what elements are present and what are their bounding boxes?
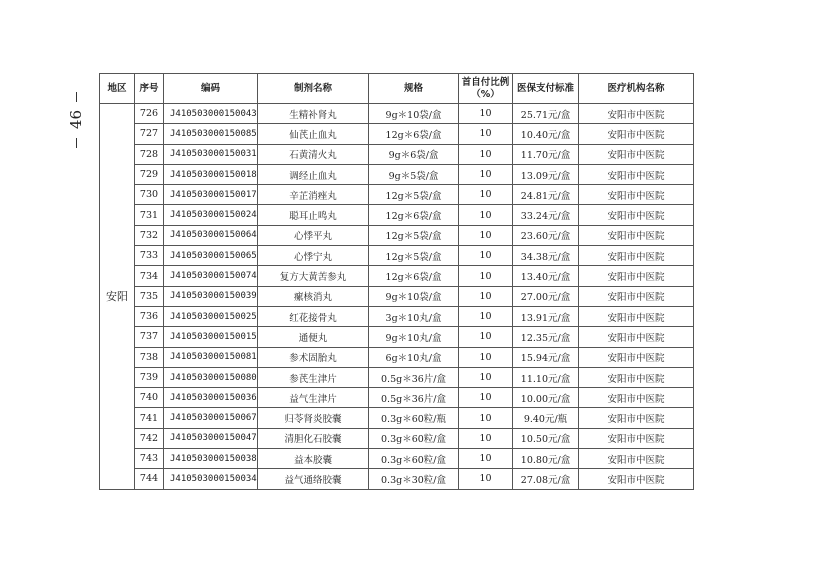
table-row bbox=[100, 408, 694, 428]
cell-serial: 740 bbox=[135, 388, 164, 408]
cell-institution: 安阳市中医院 bbox=[579, 286, 694, 306]
cell-code: J410503000150034 bbox=[164, 469, 258, 489]
cell-drug-name: 参芪生津片 bbox=[258, 367, 369, 387]
cell-institution: 安阳市中医院 bbox=[579, 408, 694, 428]
cell-spec: 0.5g＊36片/盒 bbox=[369, 367, 459, 387]
cell-serial: 743 bbox=[135, 449, 164, 469]
cell-code: J410503000150031 bbox=[164, 144, 258, 164]
table-row bbox=[100, 347, 694, 367]
cell-drug-name: 归苓肾炎胶囊 bbox=[258, 408, 369, 428]
cell-drug-name: 心悸宁丸 bbox=[258, 246, 369, 266]
cell-code: J410503000150064 bbox=[164, 225, 258, 245]
cell-payment-standard: 10.50元/盒 bbox=[513, 428, 579, 448]
cell-serial: 736 bbox=[135, 306, 164, 326]
cell-spec: 12g＊5袋/盒 bbox=[369, 225, 459, 245]
cell-institution: 安阳市中医院 bbox=[579, 164, 694, 184]
cell-institution: 安阳市中医院 bbox=[579, 306, 694, 326]
cell-spec: 9g＊10丸/盒 bbox=[369, 327, 459, 347]
cell-payment-standard: 10.80元/盒 bbox=[513, 449, 579, 469]
cell-payment-standard: 9.40元/瓶 bbox=[513, 408, 579, 428]
formulary-table bbox=[99, 73, 694, 490]
cell-institution: 安阳市中医院 bbox=[579, 246, 694, 266]
cell-self-pay-ratio: 10 bbox=[459, 408, 513, 428]
cell-payment-standard: 27.08元/盒 bbox=[513, 469, 579, 489]
cell-spec: 12g＊5袋/盒 bbox=[369, 185, 459, 205]
cell-institution: 安阳市中医院 bbox=[579, 225, 694, 245]
table-row bbox=[100, 306, 694, 326]
header-self-pay-ratio bbox=[459, 74, 513, 104]
cell-serial: 729 bbox=[135, 164, 164, 184]
cell-code: J410503000150024 bbox=[164, 205, 258, 225]
cell-payment-standard: 34.38元/盒 bbox=[513, 246, 579, 266]
cell-drug-name: 益气通络胶囊 bbox=[258, 469, 369, 489]
cell-serial: 728 bbox=[135, 144, 164, 164]
cell-serial: 726 bbox=[135, 104, 164, 124]
cell-institution: 安阳市中医院 bbox=[579, 388, 694, 408]
table-row bbox=[100, 164, 694, 184]
cell-payment-standard: 27.00元/盒 bbox=[513, 286, 579, 306]
cell-institution: 安阳市中医院 bbox=[579, 124, 694, 144]
cell-institution: 安阳市中医院 bbox=[579, 449, 694, 469]
cell-spec: 6g＊10丸/盒 bbox=[369, 347, 459, 367]
header-code: 编码 bbox=[164, 74, 258, 104]
cell-payment-standard: 10.40元/盒 bbox=[513, 124, 579, 144]
cell-payment-standard: 24.81元/盒 bbox=[513, 185, 579, 205]
cell-code: J410503000150039 bbox=[164, 286, 258, 306]
cell-drug-name: 红花接骨丸 bbox=[258, 306, 369, 326]
cell-institution: 安阳市中医院 bbox=[579, 347, 694, 367]
cell-payment-standard: 25.71元/盒 bbox=[513, 104, 579, 124]
table-row bbox=[100, 124, 694, 144]
cell-self-pay-ratio: 10 bbox=[459, 205, 513, 225]
header-self-pay-ratio-text: 首自付比例（%） bbox=[461, 76, 510, 100]
cell-code: J410503000150015 bbox=[164, 327, 258, 347]
cell-spec: 12g＊5袋/盒 bbox=[369, 246, 459, 266]
table-row bbox=[100, 144, 694, 164]
cell-self-pay-ratio: 10 bbox=[459, 124, 513, 144]
cell-drug-name: 瘰核消丸 bbox=[258, 286, 369, 306]
cell-drug-name: 清胆化石胶囊 bbox=[258, 428, 369, 448]
table-row bbox=[100, 428, 694, 448]
cell-drug-name: 辛芷消痤丸 bbox=[258, 185, 369, 205]
cell-self-pay-ratio: 10 bbox=[459, 449, 513, 469]
table-row bbox=[100, 205, 694, 225]
cell-serial: 744 bbox=[135, 469, 164, 489]
cell-payment-standard: 23.60元/盒 bbox=[513, 225, 579, 245]
header-payment-standard: 医保支付标准 bbox=[513, 74, 579, 104]
cell-code: J410503000150080 bbox=[164, 367, 258, 387]
cell-payment-standard: 13.91元/盒 bbox=[513, 306, 579, 326]
cell-institution: 安阳市中医院 bbox=[579, 367, 694, 387]
cell-institution: 安阳市中医院 bbox=[579, 266, 694, 286]
cell-serial: 738 bbox=[135, 347, 164, 367]
cell-spec: 0.3g＊60粒/瓶 bbox=[369, 408, 459, 428]
header-spec: 规格 bbox=[369, 74, 459, 104]
header-drug-name: 制剂名称 bbox=[258, 74, 369, 104]
cell-drug-name: 生精补肾丸 bbox=[258, 104, 369, 124]
cell-self-pay-ratio: 10 bbox=[459, 144, 513, 164]
cell-institution: 安阳市中医院 bbox=[579, 469, 694, 489]
page-number-text: 46 bbox=[66, 110, 85, 130]
cell-payment-standard: 33.24元/盒 bbox=[513, 205, 579, 225]
cell-drug-name: 益本胶囊 bbox=[258, 449, 369, 469]
cell-drug-name: 益气生津片 bbox=[258, 388, 369, 408]
cell-code: J410503000150025 bbox=[164, 306, 258, 326]
cell-self-pay-ratio: 10 bbox=[459, 266, 513, 286]
cell-self-pay-ratio: 10 bbox=[459, 367, 513, 387]
cell-spec: 9g＊5袋/盒 bbox=[369, 164, 459, 184]
cell-institution: 安阳市中医院 bbox=[579, 428, 694, 448]
cell-serial: 739 bbox=[135, 367, 164, 387]
cell-serial: 735 bbox=[135, 286, 164, 306]
cell-payment-standard: 12.35元/盒 bbox=[513, 327, 579, 347]
cell-self-pay-ratio: 10 bbox=[459, 428, 513, 448]
cell-institution: 安阳市中医院 bbox=[579, 144, 694, 164]
cell-region: 安阳 bbox=[100, 104, 135, 490]
table-row bbox=[100, 286, 694, 306]
header-institution: 医疗机构名称 bbox=[579, 74, 694, 104]
table-body bbox=[100, 104, 694, 490]
cell-self-pay-ratio: 10 bbox=[459, 327, 513, 347]
cell-self-pay-ratio: 10 bbox=[459, 388, 513, 408]
cell-payment-standard: 11.10元/盒 bbox=[513, 367, 579, 387]
cell-spec: 3g＊10丸/盒 bbox=[369, 306, 459, 326]
page-number-dash-bottom bbox=[76, 138, 77, 148]
cell-spec: 12g＊6袋/盒 bbox=[369, 205, 459, 225]
cell-serial: 732 bbox=[135, 225, 164, 245]
cell-institution: 安阳市中医院 bbox=[579, 185, 694, 205]
cell-institution: 安阳市中医院 bbox=[579, 205, 694, 225]
cell-serial: 737 bbox=[135, 327, 164, 347]
page-number bbox=[64, 92, 88, 148]
header-serial: 序号 bbox=[135, 74, 164, 104]
cell-drug-name: 心悸平丸 bbox=[258, 225, 369, 245]
cell-drug-name: 调经止血丸 bbox=[258, 164, 369, 184]
cell-serial: 733 bbox=[135, 246, 164, 266]
table-row bbox=[100, 327, 694, 347]
cell-spec: 12g＊6袋/盒 bbox=[369, 266, 459, 286]
cell-code: J410503000150038 bbox=[164, 449, 258, 469]
cell-payment-standard: 10.00元/盒 bbox=[513, 388, 579, 408]
cell-self-pay-ratio: 10 bbox=[459, 246, 513, 266]
table-header-row bbox=[100, 74, 694, 104]
cell-spec: 0.3g＊60粒/盒 bbox=[369, 428, 459, 448]
cell-payment-standard: 15.94元/盒 bbox=[513, 347, 579, 367]
table-row bbox=[100, 449, 694, 469]
page-number-dash-top bbox=[76, 92, 77, 102]
cell-code: J410503000150018 bbox=[164, 164, 258, 184]
cell-self-pay-ratio: 10 bbox=[459, 306, 513, 326]
cell-code: J410503000150047 bbox=[164, 428, 258, 448]
cell-code: J410503000150081 bbox=[164, 347, 258, 367]
cell-code: J410503000150065 bbox=[164, 246, 258, 266]
cell-serial: 742 bbox=[135, 428, 164, 448]
cell-serial: 727 bbox=[135, 124, 164, 144]
table-row bbox=[100, 185, 694, 205]
table-row bbox=[100, 225, 694, 245]
table-row bbox=[100, 388, 694, 408]
cell-serial: 741 bbox=[135, 408, 164, 428]
cell-spec: 12g＊6袋/盒 bbox=[369, 124, 459, 144]
cell-drug-name: 聪耳止鸣丸 bbox=[258, 205, 369, 225]
cell-code: J410503000150085 bbox=[164, 124, 258, 144]
cell-self-pay-ratio: 10 bbox=[459, 185, 513, 205]
cell-serial: 731 bbox=[135, 205, 164, 225]
cell-spec: 9g＊10袋/盒 bbox=[369, 104, 459, 124]
cell-institution: 安阳市中医院 bbox=[579, 327, 694, 347]
cell-payment-standard: 13.40元/盒 bbox=[513, 266, 579, 286]
cell-spec: 0.3g＊60粒/盒 bbox=[369, 449, 459, 469]
cell-self-pay-ratio: 10 bbox=[459, 347, 513, 367]
cell-spec: 0.5g＊36片/盒 bbox=[369, 388, 459, 408]
cell-code: J410503000150017 bbox=[164, 185, 258, 205]
table-row bbox=[100, 469, 694, 489]
cell-code: J410503000150036 bbox=[164, 388, 258, 408]
cell-spec: 9g＊10袋/盒 bbox=[369, 286, 459, 306]
cell-spec: 0.3g＊30粒/盒 bbox=[369, 469, 459, 489]
cell-institution: 安阳市中医院 bbox=[579, 104, 694, 124]
cell-drug-name: 仙芪止血丸 bbox=[258, 124, 369, 144]
cell-code: J410503000150067 bbox=[164, 408, 258, 428]
cell-self-pay-ratio: 10 bbox=[459, 164, 513, 184]
cell-drug-name: 通便丸 bbox=[258, 327, 369, 347]
cell-code: J410503000150074 bbox=[164, 266, 258, 286]
cell-self-pay-ratio: 10 bbox=[459, 286, 513, 306]
table-row bbox=[100, 246, 694, 266]
cell-drug-name: 复方大黄苦参丸 bbox=[258, 266, 369, 286]
header-region: 地区 bbox=[100, 74, 135, 104]
cell-self-pay-ratio: 10 bbox=[459, 225, 513, 245]
table-row bbox=[100, 266, 694, 286]
cell-self-pay-ratio: 10 bbox=[459, 469, 513, 489]
cell-self-pay-ratio: 10 bbox=[459, 104, 513, 124]
cell-payment-standard: 13.09元/盒 bbox=[513, 164, 579, 184]
table-row bbox=[100, 367, 694, 387]
table-row bbox=[100, 104, 694, 124]
cell-drug-name: 石黄清火丸 bbox=[258, 144, 369, 164]
cell-serial: 730 bbox=[135, 185, 164, 205]
cell-serial: 734 bbox=[135, 266, 164, 286]
cell-drug-name: 参术固胎丸 bbox=[258, 347, 369, 367]
cell-spec: 9g＊6袋/盒 bbox=[369, 144, 459, 164]
cell-payment-standard: 11.70元/盒 bbox=[513, 144, 579, 164]
cell-code: J410503000150043 bbox=[164, 104, 258, 124]
